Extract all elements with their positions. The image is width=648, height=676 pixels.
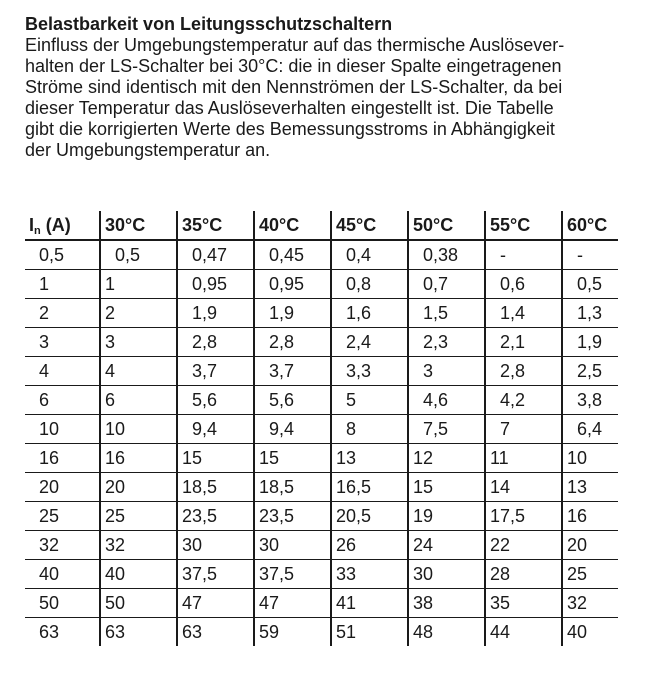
corrected-current-cell: 20 [562,531,618,560]
corrected-current-cell: 10 [100,415,177,444]
header-i-symbol: I [29,214,35,235]
current-rating-table [25,211,618,646]
corrected-current-cell: 1,9 [254,299,331,328]
corrected-current-cell: 12 [408,444,485,473]
corrected-current-cell: 1,3 [562,299,618,328]
rated-current-cell: 4 [25,357,100,386]
corrected-current-cell: 30 [177,531,254,560]
table-row [25,560,618,589]
header-unit: (A) [40,214,71,235]
corrected-current-cell: 1,5 [408,299,485,328]
corrected-current-cell: 28 [485,560,562,589]
corrected-current-cell: 23,5 [177,502,254,531]
corrected-current-cell: 10 [562,444,618,473]
table-row [25,328,618,357]
corrected-current-cell: 4 [100,357,177,386]
rated-current-cell: 16 [25,444,100,473]
corrected-current-cell: 1,9 [177,299,254,328]
corrected-current-cell: 59 [254,618,331,647]
corrected-current-cell: 32 [100,531,177,560]
table-row [25,589,618,618]
intro-line: der Umgebungstemperatur an. [25,140,271,160]
corrected-current-cell: 20,5 [331,502,408,531]
corrected-current-cell: 40 [100,560,177,589]
header-temp-50: 50°C [408,211,485,240]
corrected-current-cell: 0,7 [408,270,485,299]
corrected-current-cell: 44 [485,618,562,647]
table-row [25,357,618,386]
intro-line: Ströme sind identisch mit den Nennströmen der LS-Schalter, da bei [25,77,563,97]
corrected-current-cell: 0,6 [485,270,562,299]
corrected-current-cell: 2 [100,299,177,328]
corrected-current-cell: 0,8 [331,270,408,299]
intro-line: halten der LS-Schalter bei 30°C: die in dieser Spalte eingetragenen [25,56,562,76]
corrected-current-cell: 30 [254,531,331,560]
corrected-current-cell: 4,2 [485,386,562,415]
corrected-current-cell: - [562,240,618,270]
corrected-current-cell: 3 [100,328,177,357]
corrected-current-cell: 3,7 [254,357,331,386]
table-row [25,386,618,415]
rated-current-cell: 40 [25,560,100,589]
corrected-current-cell: 16 [562,502,618,531]
corrected-current-cell: 2,8 [485,357,562,386]
corrected-current-cell: 7 [485,415,562,444]
document [25,14,625,161]
corrected-current-cell: 32 [562,589,618,618]
corrected-current-cell: 63 [100,618,177,647]
corrected-current-cell: 47 [254,589,331,618]
corrected-current-cell: 16,5 [331,473,408,502]
corrected-current-cell: 0,5 [562,270,618,299]
corrected-current-cell: 9,4 [177,415,254,444]
corrected-current-cell: 51 [331,618,408,647]
corrected-current-cell: 2,4 [331,328,408,357]
corrected-current-cell: 24 [408,531,485,560]
corrected-current-cell: 19 [408,502,485,531]
corrected-current-cell: 2,1 [485,328,562,357]
corrected-current-cell: 26 [331,531,408,560]
table-row [25,502,618,531]
header-temp-60: 60°C [562,211,618,240]
corrected-current-cell: 2,3 [408,328,485,357]
corrected-current-cell: 15 [254,444,331,473]
table-row [25,444,618,473]
corrected-current-cell: 8 [331,415,408,444]
rated-current-cell: 50 [25,589,100,618]
corrected-current-cell: 6 [100,386,177,415]
corrected-current-cell: 5,6 [177,386,254,415]
table-row [25,299,618,328]
corrected-current-cell: 3,7 [177,357,254,386]
rated-current-cell: 0,5 [25,240,100,270]
corrected-current-cell: 13 [562,473,618,502]
corrected-current-cell: 0,4 [331,240,408,270]
corrected-current-cell: 6,4 [562,415,618,444]
corrected-current-cell: 14 [485,473,562,502]
table-header-row [25,211,618,240]
corrected-current-cell: 2,8 [177,328,254,357]
corrected-current-cell: 0,45 [254,240,331,270]
corrected-current-cell: 20 [100,473,177,502]
corrected-current-cell: 41 [331,589,408,618]
intro-line: Einfluss der Umgebungstemperatur auf das thermische Auslösever- [25,35,565,55]
table-row [25,240,618,270]
corrected-current-cell: 16 [100,444,177,473]
corrected-current-cell: 0,95 [254,270,331,299]
table-row [25,618,618,647]
corrected-current-cell: 5 [331,386,408,415]
rated-current-cell: 6 [25,386,100,415]
table-row [25,473,618,502]
corrected-current-cell: 0,47 [177,240,254,270]
corrected-current-cell: 0,95 [177,270,254,299]
corrected-current-cell: 63 [177,618,254,647]
corrected-current-cell: 15 [177,444,254,473]
rated-current-cell: 20 [25,473,100,502]
intro-line: gibt die korrigierten Werte des Bemessungsstroms in Abhängigkeit [25,119,555,139]
corrected-current-cell: 37,5 [254,560,331,589]
rated-current-cell: 3 [25,328,100,357]
rated-current-cell: 32 [25,531,100,560]
rated-current-cell: 25 [25,502,100,531]
corrected-current-cell: 47 [177,589,254,618]
document-title: Belastbarkeit von Leitungsschutzschaltern [25,14,393,34]
corrected-current-cell: 15 [408,473,485,502]
corrected-current-cell: 18,5 [254,473,331,502]
corrected-current-cell: 3,8 [562,386,618,415]
corrected-current-cell: 0,5 [100,240,177,270]
header-temp-35: 35°C [177,211,254,240]
corrected-current-cell: 13 [331,444,408,473]
corrected-current-cell: 1 [100,270,177,299]
corrected-current-cell: 23,5 [254,502,331,531]
corrected-current-cell: 38 [408,589,485,618]
corrected-current-cell: 0,38 [408,240,485,270]
corrected-current-cell: 4,6 [408,386,485,415]
header-rated-current [25,211,100,240]
rated-current-cell: 1 [25,270,100,299]
intro-paragraph [25,35,625,161]
corrected-current-cell: 30 [408,560,485,589]
corrected-current-cell: 37,5 [177,560,254,589]
corrected-current-cell: 25 [562,560,618,589]
corrected-current-cell: 5,6 [254,386,331,415]
rated-current-cell: 10 [25,415,100,444]
corrected-current-cell: 1,4 [485,299,562,328]
header-temp-40: 40°C [254,211,331,240]
header-temp-45: 45°C [331,211,408,240]
corrected-current-cell: 22 [485,531,562,560]
corrected-current-cell: - [485,240,562,270]
corrected-current-cell: 50 [100,589,177,618]
header-temp-30: 30°C [100,211,177,240]
rated-current-cell: 63 [39,621,60,642]
corrected-current-cell: 1,6 [331,299,408,328]
corrected-current-cell: 35 [485,589,562,618]
corrected-current-cell: 33 [331,560,408,589]
table-row [25,415,618,444]
intro-line: dieser Temperatur das Auslöseverhalten eingestellt ist. Die Tabelle [25,98,554,118]
corrected-current-cell: 3,3 [331,357,408,386]
header-n-subscript: n [34,224,41,237]
corrected-current-cell: 40 [562,618,618,647]
corrected-current-cell: 25 [100,502,177,531]
corrected-current-cell: 17,5 [485,502,562,531]
corrected-current-cell: 18,5 [177,473,254,502]
header-temp-55: 55°C [485,211,562,240]
table-row [25,531,618,560]
corrected-current-cell: 9,4 [254,415,331,444]
corrected-current-cell: 3 [408,357,485,386]
corrected-current-cell: 48 [408,618,485,647]
corrected-current-cell: 2,5 [562,357,618,386]
corrected-current-cell: 2,8 [254,328,331,357]
rated-current-cell: 2 [25,299,100,328]
corrected-current-cell: 1,9 [562,328,618,357]
corrected-current-cell: 7,5 [408,415,485,444]
corrected-current-cell: 11 [485,444,562,473]
table-row [25,270,618,299]
table-body [25,240,618,646]
